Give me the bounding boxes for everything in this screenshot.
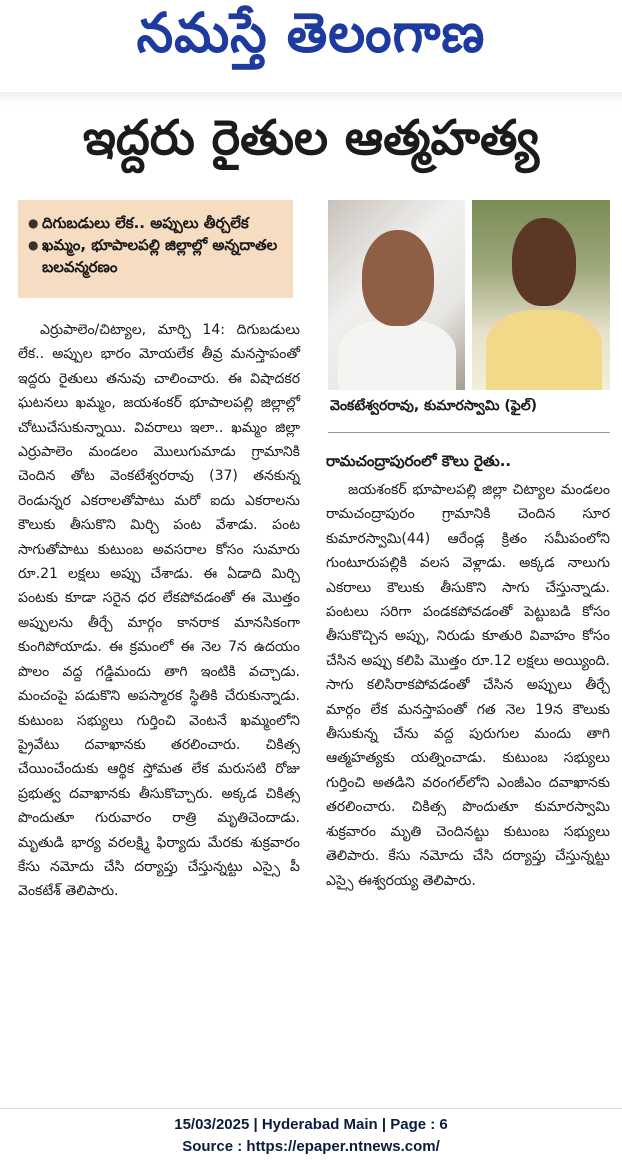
caption-divider: [328, 432, 610, 433]
subheading-box: [18, 200, 293, 298]
photo-figure-face: [512, 218, 576, 306]
photo-caption: వెంకటేశ్వరరావు, కుమారస్వామి (ఫైల్): [330, 398, 538, 414]
article-headline: ఇద్దరు రైతుల ఆత్మహత్య: [82, 110, 540, 166]
subheading-text: ఖమ్మం, భూపాలపల్లి జిల్లాల్లో అన్నదాతల బలవన్మరణం: [42, 236, 278, 276]
subheading-text: దిగుబడులు లేక.. అప్పులు తీర్చలేక: [42, 214, 249, 232]
article-column-left: [18, 318, 300, 904]
article-body-text: జయశంకర్ భూపాలపల్లి జిల్లా చిట్యాల మండలం రామచంద్రాపురం గ్రామానికి చెందిన సూర కుమారస్వామి(44) ఆరేండ్ల క్రితం సమీపంలోని గుంటూరుపల్లికి వలస వెళ్లాడు. అక్కడ నాలుగు ఎకరాలు కౌలుకు తీసుకొని సాగు చేస్తున్నాడు. పంటలు సరిగా పండకపోవడంతో పెట్టుబడి కోసం తీసుకొచ్చిన అప్పు, నిరుడు కూతురి వివాహం కోసం చేసిన అప్పు కలిపి మొత్తం రూ.12 లక్షలు అయ్యింది. సాగు కలిసిరాకపోవడంతో చేసిన అప్పులు తీర్చే మార్గం లేక మనస్తాపంతో గత నెల 19న కౌలుకు తీసుకున్న చేను వద్ద పురుగుల మందు తాగి ఆత్మహత్యకు యత్నించాడు. కుటుంబ సభ్యులు గుర్తించి అతడిని వరంగల్‌లోని ఎంజీఎం దవాఖానకు తరలించారు. చికిత్స పొందుతూ కుమారస్వామి శుక్రవారం మృతి చెందినట్టు కుటుంబ సభ్యులు తెలిపారు. కేసు నమోదు చేసి దర్యాప్తు చేస్తున్నట్టు ఎస్సై ఈశ్వరయ్య తెలిపారు.: [326, 482, 610, 889]
photo-kumaraswamy: [472, 200, 610, 390]
subheading-item: [28, 234, 283, 278]
photo-figure-shirt: [486, 310, 602, 390]
footer-date-edition: 15/03/2025 | Hyderabad Main | Page : 6: [174, 1116, 448, 1133]
footer-divider: [0, 1108, 622, 1109]
bullet-icon: ●: [28, 216, 39, 230]
subheading-item: [28, 212, 283, 234]
article-body-text: ఎర్రుపాలెం/చిట్యాల, మార్చి 14: దిగుబడులు లేక.. అప్పుల భారం మోయలేక తీవ్ర మనస్తాపంతో ఇద్దరు రైతులు తనువు చాలించారు. ఈ విషాదకర ఘటనలు ఖమ్మం, జయశంకర్ భూపాలపల్లి జిల్లాల్లో చోటుచేసుకున్నాయి. వివరాలు ఇలా.. ఖమ్మం జిల్లా ఎర్రుపాలెం మండలం మొలుగుమాడు గ్రామానికి చెందిన తోట వెంకటేశ్వరరావు (37) తనకున్న రెండున్నర ఎకరాలతోపాటు మరో ఐదు ఎకరాలను కౌలుకు తీసుకొని మిర్చి పంట వేశాడు. పంట సాగుతోపాటు కుటుంబ అవసరాల కోసం సుమారు రూ.21 లక్షలు అప్పు చేశాడు. ఈ ఏడాది మిర్చి పంటకు కూడా సరైన ధర లేకపోవడంతో ఈ మొత్తం అప్పులను తీర్చే మార్గం కానరాక మానసికంగా కుంగిపోయాడు. ఈ క్రమంలో ఈ నెల 7న ఉదయం పొలం వద్ద గడ్డిమందు తాగి ఇంటికి వచ్చాడు. మంచంపై పడుకొని అపస్మారక స్థితికి చేరుకున్నాడు. కుటుంబ సభ్యులు గుర్తించి వెంటనే ఖమ్మంలోని ప్రైవేటు దవాఖానకు తరలించారు. చికిత్స చేయించేందుకు ఆర్థిక స్తోమత లేక మరుసటి రోజు ప్రభుత్వ దవాఖానకు తీసుకొచ్చారు. అక్కడ చికిత్స పొందుతూ గురువారం రాత్రి మృతిచెందాడు. మృతుడి భార్య వరలక్ష్మి ఫిర్యాదు మేరకు శుక్రవారం కేసు నమోదు చేసి దర్యాప్తు చేస్తున్నట్టు ఎస్సై పీ వెంకటేశ్ తెలిపారు.: [18, 322, 300, 900]
bullet-icon: ●: [28, 238, 39, 252]
newspaper-masthead: [0, 0, 622, 92]
photo-figure-shirt: [338, 320, 456, 390]
photo-venkateswara-rao: [328, 200, 465, 390]
page-edge-shadow: [0, 92, 622, 106]
article-column-right: [326, 478, 610, 893]
photo-figure-face: [362, 230, 434, 326]
footer-source: Source : https://epaper.ntnews.com/: [182, 1138, 440, 1155]
section-subheading: రామచంద్రాపురంలో కౌలు రైతు..: [326, 452, 512, 470]
masthead-title: నమస్తే తెలంగాణ: [136, 2, 486, 66]
